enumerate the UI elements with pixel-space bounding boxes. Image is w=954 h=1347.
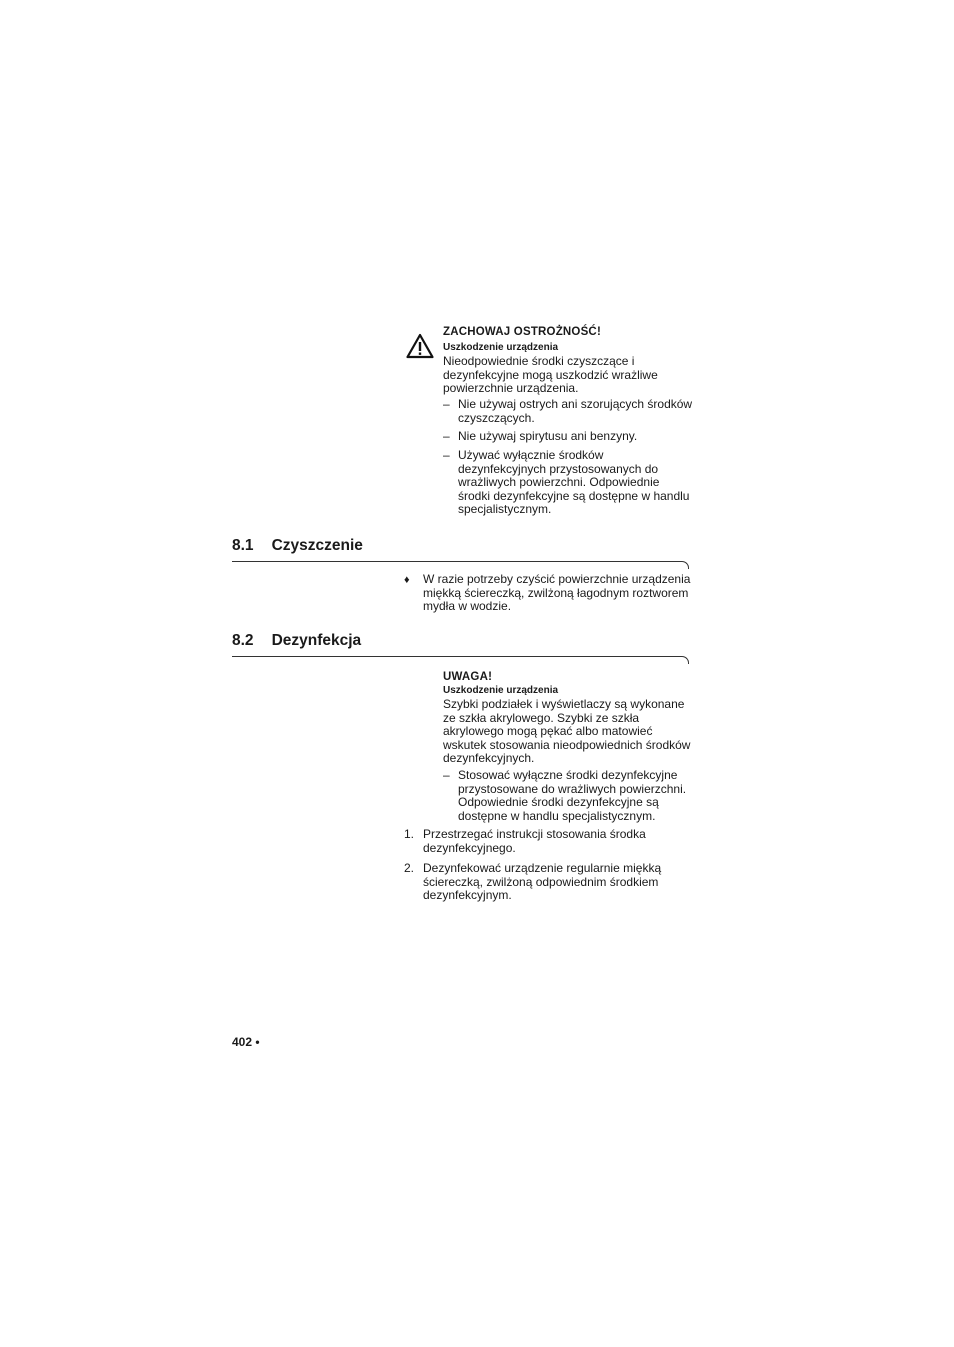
caution-item-text: Nie używaj ostrych ani szorujących środków czyszczących. — [458, 397, 693, 425]
section-rule — [232, 656, 680, 657]
caution-list-item — [443, 398, 693, 425]
section-rule-corner — [680, 561, 689, 569]
step-text: Dezynfekować urządzenie regularnie miękką ściereczką, zwilżoną odpowiednim środkiem dezynfekcyjnym. — [423, 861, 662, 903]
step-number: 1. — [404, 827, 415, 841]
notice-list-item — [443, 769, 693, 823]
section-rule-corner — [680, 656, 689, 664]
step-text: Przestrzegać instrukcji stosowania środka dezynfekcyjnego. — [423, 827, 646, 855]
dash-mark: – — [443, 768, 450, 782]
bullet-text: W razie potrzeby czyścić powierzchnie urządzenia miękką ściereczką, zwilżoną łagodnym roztworem mydła w wodzie. — [423, 572, 691, 614]
notice-text: Szybki podziałek i wyświetlaczy są wykonane ze szkła akrylowego. Szybki ze szkła akrylowego mogą pękać albo matowieć wskutek stosowania nieodpowiednich środków dezynfekcyjnych. — [443, 697, 691, 766]
numbered-step — [404, 862, 694, 903]
bullet-mark: ♦ — [404, 574, 410, 586]
section-rule — [232, 561, 680, 562]
section-title: Dezynfekcja — [271, 632, 362, 649]
dash-mark: – — [443, 429, 450, 443]
caution-subtitle: Uszkodzenie urządzenia — [443, 342, 559, 353]
section-heading-8-2 — [232, 632, 361, 650]
notice-item-text: Stosować wyłączne środki dezynfekcyjne przystosowane do wrażliwych powierzchni. Odpowiednie środki dezynfekcyjne są dostępne w handlu specjalistycznym. — [458, 768, 687, 823]
caution-item-text: Nie używaj spirytusu ani benzyny. — [458, 429, 638, 443]
notice-subtitle: Uszkodzenie urządzenia — [443, 685, 559, 696]
caution-list-item — [443, 449, 693, 517]
caution-item-text: Używać wyłącznie środków dezynfekcyjnych przystosowanych do wrażliwych powierzchni. Odpowiednie środki dezynfekcyjne są dostępne w handlu specjalistycznym. — [458, 448, 690, 517]
numbered-step — [404, 828, 694, 855]
step-number: 2. — [404, 861, 415, 875]
notice-title: UWAGA! — [443, 671, 493, 683]
dash-mark: – — [443, 397, 450, 411]
caution-list-item — [443, 430, 693, 444]
caution-text: Nieodpowiednie środki czyszczące i dezynfekcyjne mogą uszkodzić wrażliwe powierzchnie urządzenia. — [443, 354, 658, 396]
dash-mark: – — [443, 448, 450, 462]
section-heading-8-1 — [232, 537, 363, 555]
section-number: 8.1 — [232, 537, 254, 554]
section-number: 8.2 — [232, 632, 254, 649]
page-number: 402 • — [232, 1035, 260, 1049]
warning-triangle-icon — [406, 333, 434, 359]
caution-title: ZACHOWAJ OSTROŻNOŚĆ! — [443, 326, 601, 338]
section-title: Czyszczenie — [271, 537, 363, 554]
